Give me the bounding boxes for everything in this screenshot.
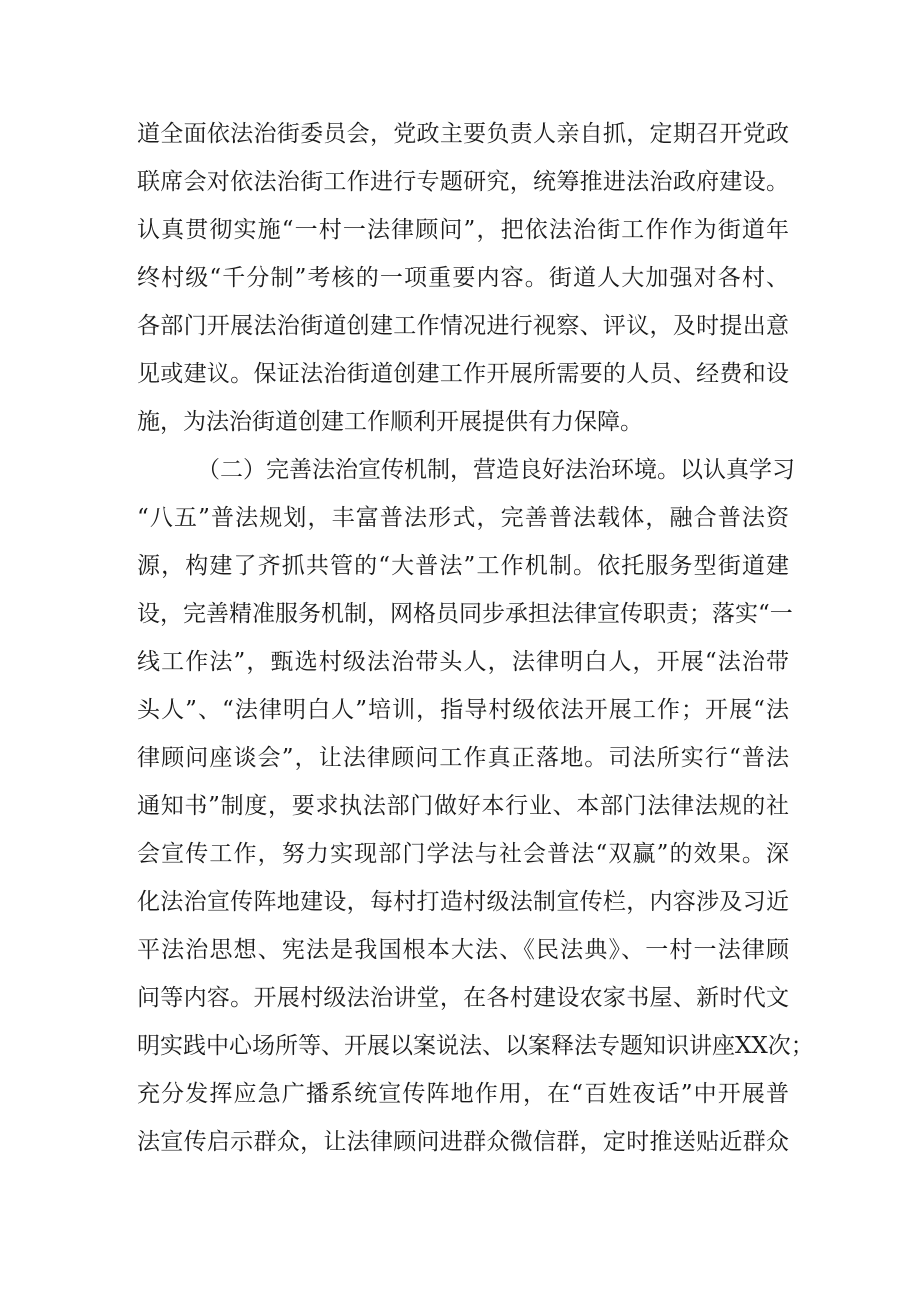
paragraph-line: 明实践中心场所等、开展以案说法、以案释法专题知识讲座XX次； — [137, 1033, 814, 1059]
paragraph-line: 道全面依法治街委员会，党政主要负责人亲自抓，定期召开党政 — [137, 121, 789, 147]
section-heading-line: （二）完善法治宣传机制，营造良好法治环境。以认真学习 — [197, 457, 795, 483]
paragraph-line: 平法治思想、宪法是我国根本大法、《民法典》、一村一法律顾 — [137, 937, 789, 963]
paragraph-line: 问等内容。开展村级法治讲堂，在各村建设农家书屋、新时代文 — [137, 985, 789, 1011]
paragraph-line: 施，为法治街道创建工作顺利开展提供有力保障。 — [137, 409, 643, 435]
paragraph-line: 通知书”制度，要求执法部门做好本行业、本部门法律法规的社 — [137, 793, 789, 819]
paragraph-line: “八五”普法规划，丰富普法形式，完善普法载体，融合普法资 — [137, 505, 789, 531]
paragraph-line: 认真贯彻实施“一村一法律顾问”，把依法治街工作作为街道年 — [137, 217, 789, 243]
paragraph-line: 终村级“千分制”考核的一项重要内容。街道人大加强对各村、 — [137, 265, 789, 291]
paragraph-line: 法宣传启示群众，让法律顾问进群众微信群，定时推送贴近群众 — [137, 1129, 789, 1155]
paragraph-line: 头人”、“法律明白人”培训，指导村级依法开展工作；开展“法 — [137, 697, 789, 723]
paragraph-line: 见或建议。保证法治街道创建工作开展所需要的人员、经费和设 — [137, 361, 789, 387]
paragraph-line: 会宣传工作，努力实现部门学法与社会普法“双赢”的效果。深 — [137, 841, 789, 867]
paragraph-line: 源，构建了齐抓共管的“大普法”工作机制。依托服务型街道建 — [137, 553, 789, 579]
paragraph-line: 各部门开展法治街道创建工作情况进行视察、评议，及时提出意 — [137, 313, 789, 339]
paragraph-line: 联席会对依法治街工作进行专题研究，统筹推进法治政府建设。 — [137, 169, 789, 195]
paragraph-line: 设，完善精准服务机制，网格员同步承担法律宣传职责；落实“一 — [137, 601, 793, 627]
paragraph-line: 律顾问座谈会”，让法律顾问工作真正落地。司法所实行“普法 — [137, 745, 789, 771]
paragraph-line: 化法治宣传阵地建设，每村打造村级法制宣传栏，内容涉及习近 — [137, 889, 789, 915]
paragraph-line: 充分发挥应急广播系统宣传阵地作用，在“百姓夜话”中开展普 — [137, 1081, 789, 1107]
paragraph-line: 线工作法”，甄选村级法治带头人，法律明白人，开展“法治带 — [137, 649, 789, 675]
